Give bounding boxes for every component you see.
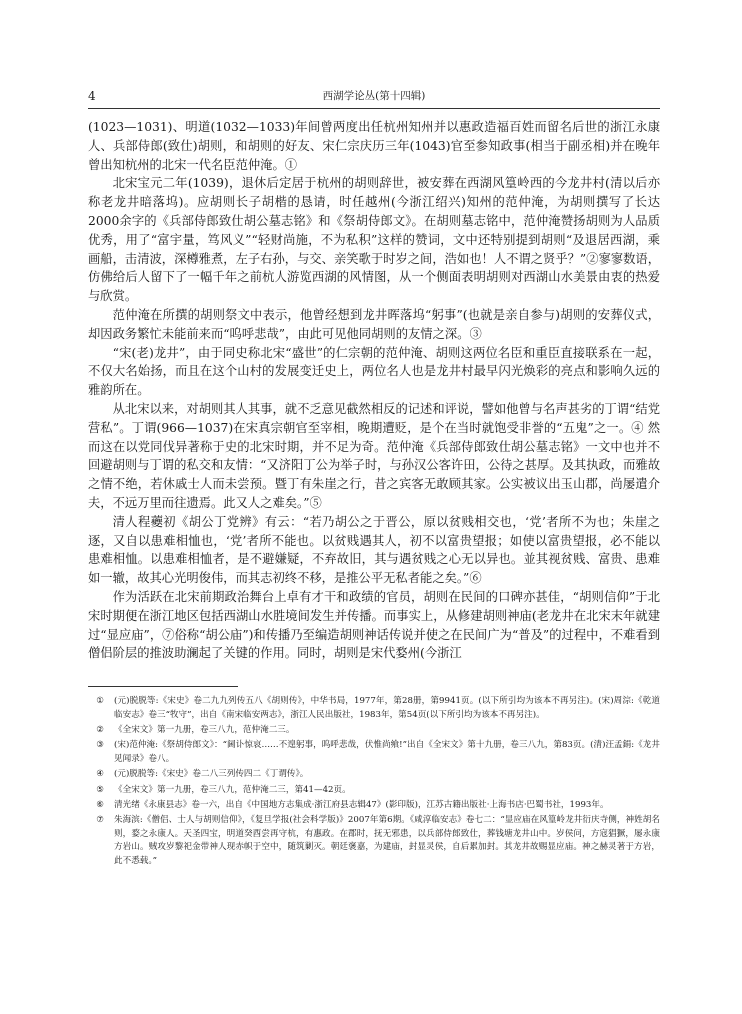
footnote-text: (元)脱脱等:《宋史》卷二八三列传四二《丁谓传》。 [114,769,309,780]
paragraph: (1023—1031)、明道(1032—1033)年间曾两度出任杭州知州并以惠政造福百姓而留名后世的浙江永康人、兵部侍郎(致仕)胡则，和胡则的好友、宋仁宗庆历三年(1043)官至参知政事(相当于副丞相)并在晚年曾出知杭州的北宋一代名臣范仲淹。① [88,120,660,172]
paragraph: “宋(老)龙井”，由于同史称北宋“盛世”的仁宗朝的范仲淹、胡则这两位名臣和重臣直接联系在一起，不仅大名始扬，而且在这个山村的发展变迁史上，两位名人也是龙井村最早闪光焕彩的亮点和影响久远的雅韵所在。 [88,345,660,398]
main-text [88,118,660,663]
footnote-text: 《全宋文》第一九册，卷三八九，范仲淹二三。 [114,724,295,735]
footnote [88,784,660,797]
book-page [88,88,660,870]
footnote [88,799,660,812]
footnote-text: 《全宋文》第一九册，卷三八九，范仲淹二三，第41—42页。 [114,784,351,795]
running-title: 西湖学论丛(第十四辑) [322,90,426,102]
footnote-marker: ① [96,696,104,707]
footnote [88,695,660,722]
footnotes [88,695,660,868]
paragraph: 作为活跃在北宋前期政治舞台上卓有才干和政绩的官员，胡则在民间的口碑亦甚佳，“胡则信仰”于北宋时期便在浙江地区包括西湖山水胜境间发生并传播。而事实上，从修建胡则神庙(老龙井在北宋末年就建过“显应庙”，⑦俗称“胡公庙”)和传播乃至编造胡则神话传说并使之在民间广为“普及”的过程中，不难看到僧侣阶层的推波助澜起了关键的作用。同时，胡则是宋代婺州(今浙江 [88,589,660,661]
footnote-marker: ⑥ [96,799,104,810]
page-header [88,88,660,109]
footnote [88,739,660,766]
footnote [88,814,660,868]
footnote-divider [88,686,238,687]
footnote-text: (元)脱脱等:《宋史》卷二九九列传五八《胡则传》，中华书局，1977年，第28册，第9941页。(以下所引均为该本不再另注)。(宋)周淙:《乾道临安志》卷三“牧守”，出自《南宋临安两志》，浙江人民出版社，1983年，第54页(以下所引均为该本不再另注)。 [114,696,660,720]
footnote [88,724,660,737]
footnote-marker: ③ [96,740,104,751]
footnote-marker: ② [96,724,104,735]
paragraph: 北宋宝元二年(1039)，退休后定居于杭州的胡则辞世，被安葬在西湖风篁岭西的今龙井村(清以后亦称老龙井暗落坞)。应胡则长子胡楷的恳请，时任越州(今浙江绍兴)知州的范仲淹，为胡则撰写了长达2000余字的《兵部侍郎致仕胡公墓志铭》和《祭胡侍郎文》。在胡则墓志铭中，范仲淹赞扬胡则为人品质优秀，用了“富宇量，笃风义”“轻财尚施，不为私积”这样的赞词，文中还特别提到胡则“及退居西湖，乘画船，击清波，深樽雅煮，左子右孙，与交、亲笑歌于时岁之间，浩如也！人不谓之贤乎？”②寥寥数语，仿佛给后人留下了一幅千年之前杭人游览西湖的风情图，从一个侧面表明胡则对西湖山水美景由衷的热爱与欣赏。 [88,176,660,304]
footnote-marker: ⑦ [96,815,104,826]
footnote-marker: ④ [96,769,104,780]
page-number: 4 [88,89,96,103]
paragraph: 范仲淹在所撰的胡则祭文中表示，他曾经想到龙井晖落坞“躬事”(也就是亲自参与)胡则的安葬仪式，却因政务繁忙未能前来而“呜呼悲哉”，由此可见他同胡则的友情之深。③ [88,307,660,341]
footnote-text: 朱海滨:《僧侣、士人与胡则信仰》，《复旦学报(社会科学版)》2007年第6期。《咸淳临安志》卷七二：“显应庙在风篁岭龙井衍庆寺侧，神姓胡名则，婺之永康人。天圣四宝，明道癸酉尝再守杭，有惠政。在郡时，抚无邪患，以兵部侍郎致仕，葬钱塘龙井山中。岁侯问，方寇猖獗，屡永康方岩山。贼攻岁黎祀金带神人现赤帜于空中，随筑剿灭。朝廷褒嘉，为建庙，封显灵侯，自后累加封。其龙井故赐显应庙。神之赫灵著于方岩，此不悉载。” [114,815,660,866]
paragraph: 清人程虁初《胡公丁党辨》有云：“若乃胡公之于晋公，原以贫贱相交也，‘党’者所不为也；朱崖之逐，又自以患难相恤也，‘党’者所不能也。以贫贱遇其人，初不以富贵望报；如使以富贵望报，必不能以患难相恤。以患难相恤者，是不避嫌疑，不弃故旧，其与遇贫贱之心无以异也。並其视贫贱、富贵、患难如一辙，故其心光明俊伟，而其志初终不移，是推公平无私者能之矣。”⑥ [88,514,660,586]
footnote-text: (宋)范仲淹:《祭胡侍郎文》：“阃讣惊哀……不遑躬事，呜呼悲哉，伏惟尚飨!”出自《全宋文》第十九册，卷三八九，第83页。(清)汪孟鋗:《龙井见闻录》卷八。 [114,740,660,764]
footnote [88,768,660,781]
footnote-marker: ⑤ [96,784,104,795]
footnote-text: 清光绪《永康县志》卷一六，出自《中国地方志集成·浙江府县志辑47》(影印版)，江苏古籍出版社·上海书店·巴蜀书社，1993年。 [114,799,609,810]
paragraph: 从北宋以来，对胡则其人其事，就不乏意见截然相反的记述和评说，譬如他曾与名声甚劣的丁谓“结党营私”。丁谓(966—1037)在宋真宗朝官至宰相，晚期遭贬，是个在当时就饱受非誉的“五鬼”之一。④ 然而这在以党同伐异著称于史的北宋时期，并不足为奇。范仲淹《兵部侍郎致仕胡公墓志铭》一文中也并不回避胡则与丁谓的私交和友情：“又济阳丁公为举子时，与孙汉公客许田，公待之甚厚。及其执政，而雅故之情不绝，若休戚士人而未尝预。暨丁有朱崖之行，昔之宾客无敢顾其家。公实被议出玉山郡，尚屡遣介夫，不远万里而往遗焉。此又人之难矣。”⑤ [88,401,660,510]
